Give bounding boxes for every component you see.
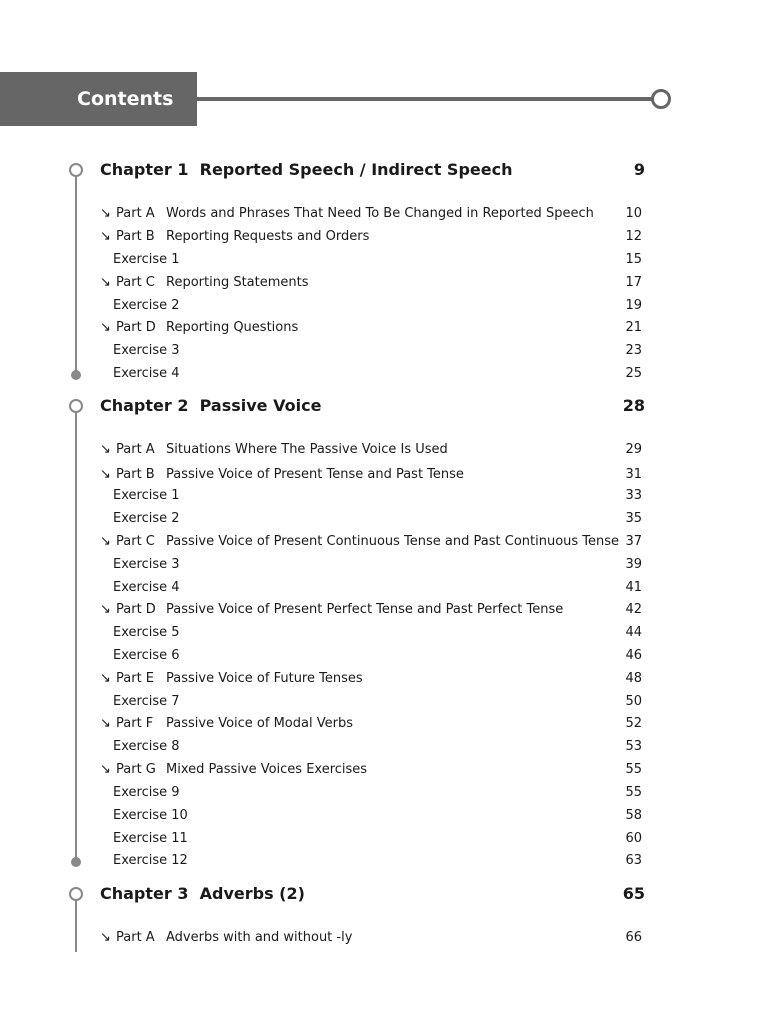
part-label: Part A — [116, 442, 155, 457]
entry-page-number: 52 — [625, 716, 642, 731]
toc-part-entry[interactable] — [100, 318, 642, 338]
chapter-title — [100, 882, 305, 906]
chapter-ring-icon — [69, 163, 83, 177]
chapter-page-number: 9 — [633, 160, 645, 179]
entry-page-number: 31 — [625, 467, 642, 482]
exercise-label: Exercise 8 — [113, 739, 180, 754]
toc-exercise-entry[interactable] — [100, 250, 642, 270]
part-label: Part F — [116, 716, 154, 731]
exercise-label: Exercise 6 — [113, 648, 180, 663]
toc-exercise-entry[interactable] — [100, 783, 642, 803]
part-label: Part C — [116, 534, 155, 549]
toc-part-entry[interactable] — [100, 273, 642, 293]
part-title: Passive Voice of Modal Verbs — [166, 716, 353, 731]
entry-page-number: 44 — [625, 625, 642, 640]
entry-page-number: 12 — [625, 229, 642, 244]
part-label: Part E — [116, 671, 155, 686]
entry-page-number: 35 — [625, 511, 642, 526]
toc-exercise-entry[interactable] — [100, 578, 642, 598]
part-label: Part G — [116, 762, 156, 777]
entry-page-number: 41 — [625, 580, 642, 595]
entry-page-number: 10 — [625, 206, 642, 221]
part-title: Passive Voice of Future Tenses — [166, 671, 363, 686]
south-east-arrow-icon: ↘ — [100, 442, 111, 457]
toc-part-entry[interactable] — [100, 440, 642, 460]
exercise-label: Exercise 4 — [113, 366, 180, 381]
exercise-label: Exercise 3 — [113, 343, 180, 358]
exercise-label: Exercise 1 — [113, 252, 180, 267]
part-title: Situations Where The Passive Voice Is Used — [166, 442, 448, 457]
toc-exercise-entry[interactable] — [100, 486, 642, 506]
exercise-label: Exercise 4 — [113, 580, 180, 595]
exercise-label: Exercise 5 — [113, 625, 180, 640]
timeline-line — [75, 895, 77, 952]
toc-part-entry[interactable] — [100, 204, 642, 224]
part-title: Adverbs with and without -ly — [166, 930, 353, 945]
entry-page-number: 15 — [625, 252, 642, 267]
entry-page-number: 23 — [625, 343, 642, 358]
toc-part-entry[interactable] — [100, 714, 642, 734]
part-title: Mixed Passive Voices Exercises — [166, 762, 368, 777]
entry-page-number: 55 — [625, 785, 642, 800]
toc-exercise-entry[interactable] — [100, 341, 642, 361]
toc-exercise-entry[interactable] — [100, 646, 642, 666]
toc-exercise-entry[interactable] — [100, 737, 642, 757]
chapter-heading[interactable] — [100, 882, 645, 906]
toc-exercise-entry[interactable] — [100, 806, 642, 826]
entry-page-number: 60 — [625, 831, 642, 846]
entry-page-number: 39 — [625, 557, 642, 572]
exercise-label: Exercise 9 — [113, 785, 180, 800]
part-title: Reporting Statements — [166, 275, 309, 290]
entry-page-number: 17 — [625, 275, 642, 290]
chapter-title — [100, 158, 512, 182]
toc-part-entry[interactable] — [100, 227, 642, 247]
entry-page-number: 42 — [625, 602, 642, 617]
part-title: Passive Voice of Present Tense and Past Tense — [166, 467, 464, 482]
toc-exercise-entry[interactable] — [100, 555, 642, 575]
toc-exercise-entry[interactable] — [100, 829, 642, 849]
part-label: Part A — [116, 206, 155, 221]
south-east-arrow-icon: ↘ — [100, 206, 111, 221]
south-east-arrow-icon: ↘ — [100, 716, 111, 731]
chapter-label: Chapter 3 — [100, 884, 189, 903]
exercise-label: Exercise 1 — [113, 488, 180, 503]
chapter-name: Reported Speech / Indirect Speech — [199, 160, 513, 179]
timeline-end-dot-icon — [71, 857, 81, 867]
part-title: Reporting Requests and Orders — [166, 229, 370, 244]
header-ring-icon — [651, 89, 671, 109]
toc-exercise-entry[interactable] — [100, 692, 642, 712]
part-title: Words and Phrases That Need To Be Changed in Reported Speech — [166, 206, 594, 221]
entry-page-number: 48 — [625, 671, 642, 686]
chapter-ring-icon — [69, 399, 83, 413]
timeline-end-dot-icon — [71, 370, 81, 380]
south-east-arrow-icon: ↘ — [100, 275, 111, 290]
chapter-ring-icon — [69, 887, 83, 901]
toc-exercise-entry[interactable] — [100, 509, 642, 529]
contents-title: Contents — [77, 88, 174, 110]
chapter-name: Passive Voice — [199, 396, 322, 415]
part-label: Part C — [116, 275, 155, 290]
chapter-heading[interactable] — [100, 158, 645, 182]
chapter-label: Chapter 2 — [100, 396, 189, 415]
exercise-label: Exercise 2 — [113, 298, 180, 313]
entry-page-number: 55 — [625, 762, 642, 777]
part-label: Part A — [116, 930, 155, 945]
south-east-arrow-icon: ↘ — [100, 229, 111, 244]
part-title: Reporting Questions — [166, 320, 299, 335]
south-east-arrow-icon: ↘ — [100, 467, 111, 482]
part-label: Part D — [116, 320, 156, 335]
toc-exercise-entry[interactable] — [100, 364, 642, 384]
entry-page-number: 53 — [625, 739, 642, 754]
header-rule — [197, 97, 653, 101]
exercise-label: Exercise 2 — [113, 511, 180, 526]
south-east-arrow-icon: ↘ — [100, 320, 111, 335]
south-east-arrow-icon: ↘ — [100, 534, 111, 549]
chapter-page-number: 65 — [622, 884, 645, 903]
entry-page-number: 58 — [625, 808, 642, 823]
entry-page-number: 19 — [625, 298, 642, 313]
south-east-arrow-icon: ↘ — [100, 602, 111, 617]
toc-exercise-entry[interactable] — [100, 851, 642, 871]
timeline-line — [75, 407, 77, 863]
chapter-heading[interactable] — [100, 394, 645, 418]
entry-page-number: 25 — [625, 366, 642, 381]
exercise-label: Exercise 12 — [113, 853, 188, 868]
chapter-label: Chapter 1 — [100, 160, 189, 179]
toc-part-entry[interactable] — [100, 928, 642, 948]
exercise-label: Exercise 10 — [113, 808, 188, 823]
entry-page-number: 33 — [625, 488, 642, 503]
entry-page-number: 46 — [625, 648, 642, 663]
toc-exercise-entry[interactable] — [100, 296, 642, 316]
entry-page-number: 50 — [625, 694, 642, 709]
toc-exercise-entry[interactable] — [100, 623, 642, 643]
toc-part-entry[interactable] — [100, 669, 642, 689]
toc-part-entry[interactable] — [100, 760, 642, 780]
south-east-arrow-icon: ↘ — [100, 671, 111, 686]
entry-page-number: 63 — [625, 853, 642, 868]
entry-page-number: 21 — [625, 320, 642, 335]
entry-page-number: 37 — [625, 534, 642, 549]
part-label: Part B — [116, 229, 155, 244]
chapter-name: Adverbs (2) — [199, 884, 305, 903]
contents-header — [0, 72, 197, 126]
part-label: Part D — [116, 602, 156, 617]
entry-page-number: 29 — [625, 442, 642, 457]
toc-part-entry[interactable] — [100, 600, 642, 620]
south-east-arrow-icon: ↘ — [100, 930, 111, 945]
part-title: Passive Voice of Present Perfect Tense and Past Perfect Tense — [166, 602, 564, 617]
exercise-label: Exercise 7 — [113, 694, 180, 709]
exercise-label: Exercise 11 — [113, 831, 188, 846]
toc-part-entry[interactable] — [100, 465, 642, 485]
chapter-title — [100, 394, 321, 418]
chapter-page-number: 28 — [622, 396, 645, 415]
exercise-label: Exercise 3 — [113, 557, 180, 572]
entry-page-number: 66 — [625, 930, 642, 945]
toc-part-entry[interactable] — [100, 532, 642, 552]
timeline-line — [75, 171, 77, 376]
part-title: Passive Voice of Present Continuous Tense and Past Continuous Tense — [166, 534, 620, 549]
part-label: Part B — [116, 467, 155, 482]
south-east-arrow-icon: ↘ — [100, 762, 111, 777]
